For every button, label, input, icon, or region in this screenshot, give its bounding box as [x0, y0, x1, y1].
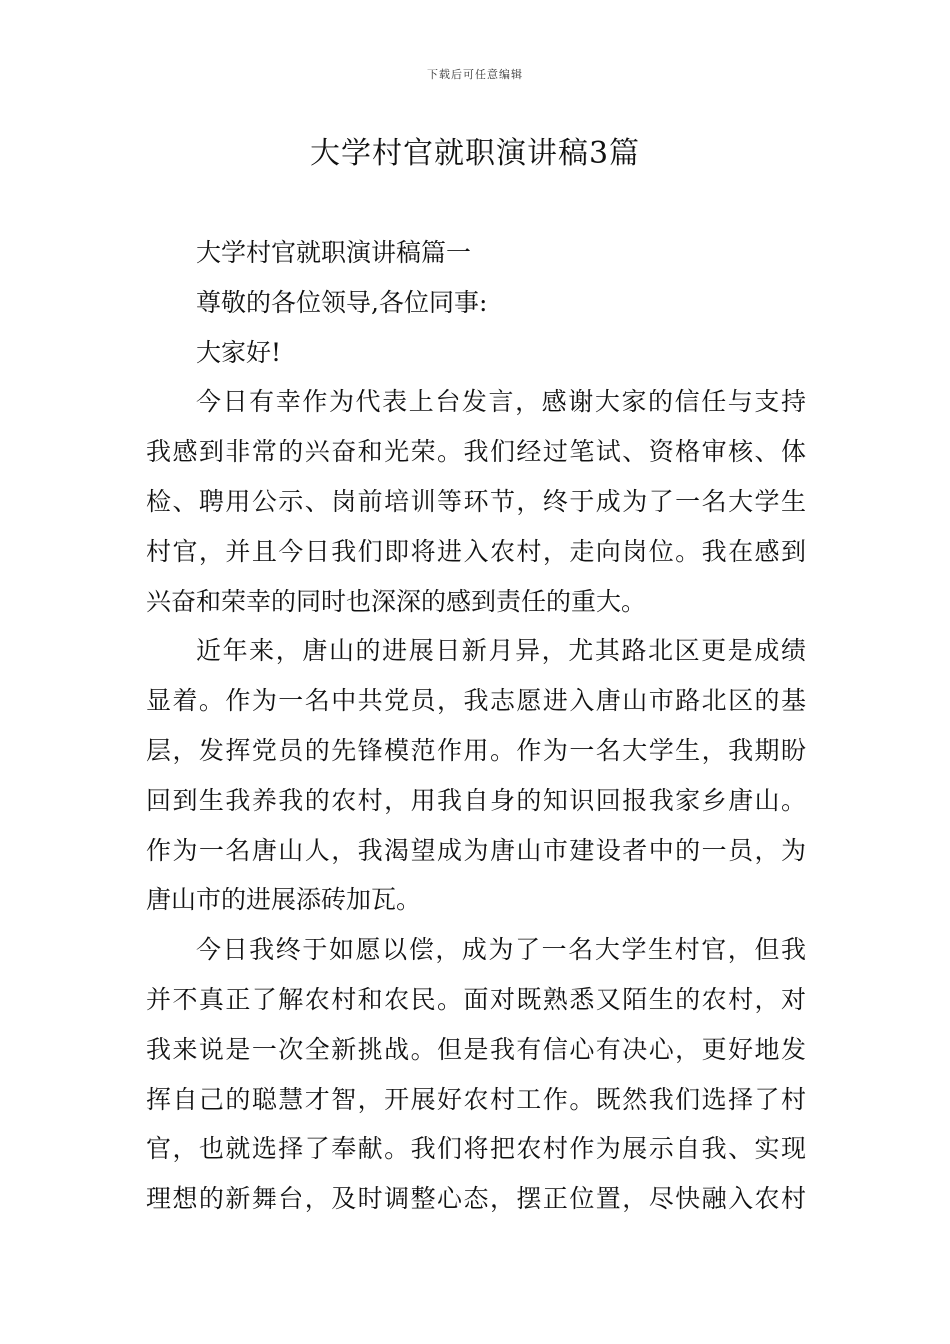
text-line: 近年来，唐山的进展日新月异，尤其路北区更是成绩 [196, 636, 806, 666]
text-line: 今日有幸作为代表上台发言，感谢大家的信任与支持 [196, 387, 806, 417]
document-title: 大学村官就职演讲稿3篇 [309, 136, 641, 171]
text-line: 显着。作为一名中共党员，我志愿进入唐山市路北区的基 [146, 686, 806, 716]
text-line: 理想的新舞台，及时调整心态，摆正位置，尽快融入农村 [146, 1184, 806, 1214]
text-line: 回到生我养我的农村，用我自身的知识回报我家乡唐山。 [146, 785, 806, 815]
text-line: 今日我终于如愿以偿，成为了一名大学生村官，但我 [196, 935, 806, 965]
text-line: 作为一名唐山人，我渴望成为唐山市建设者中的一员，为 [146, 835, 806, 865]
text-line: 大学村官就职演讲稿篇一 [196, 238, 472, 267]
text-line: 我感到非常的兴奋和光荣。我们经过笔试、资格审核、体 [146, 437, 806, 467]
text-line: 村官，并且今日我们即将进入农村，走向岗位。我在感到 [146, 536, 806, 566]
document-body [146, 228, 806, 1224]
text-line: 检、聘用公示、岗前培训等环节，终于成为了一名大学生 [146, 486, 806, 516]
text-line: 并不真正了解农村和农民。面对既熟悉又陌生的农村，对 [146, 984, 806, 1014]
text-line: 唐山市的进展添砖加瓦。 [146, 885, 422, 915]
header-note: 下载后可任意编辑 [427, 68, 523, 81]
text-line: 官，也就选择了奉献。我们将把农村作为展示自我、实现 [146, 1134, 806, 1164]
text-line: 兴奋和荣幸的同时也深深的感到责任的重大。 [146, 586, 647, 616]
text-line: 挥自己的聪慧才智，开展好农村工作。既然我们选择了村 [146, 1084, 806, 1114]
text-line: 我来说是一次全新挑战。但是我有信心有决心，更好地发 [146, 1034, 806, 1064]
text-line: 层，发挥党员的先锋模范作用。作为一名大学生，我期盼 [146, 735, 806, 765]
text-line: 尊敬的各位领导,各位同事: [196, 287, 488, 317]
text-line: 大家好! [196, 337, 282, 367]
